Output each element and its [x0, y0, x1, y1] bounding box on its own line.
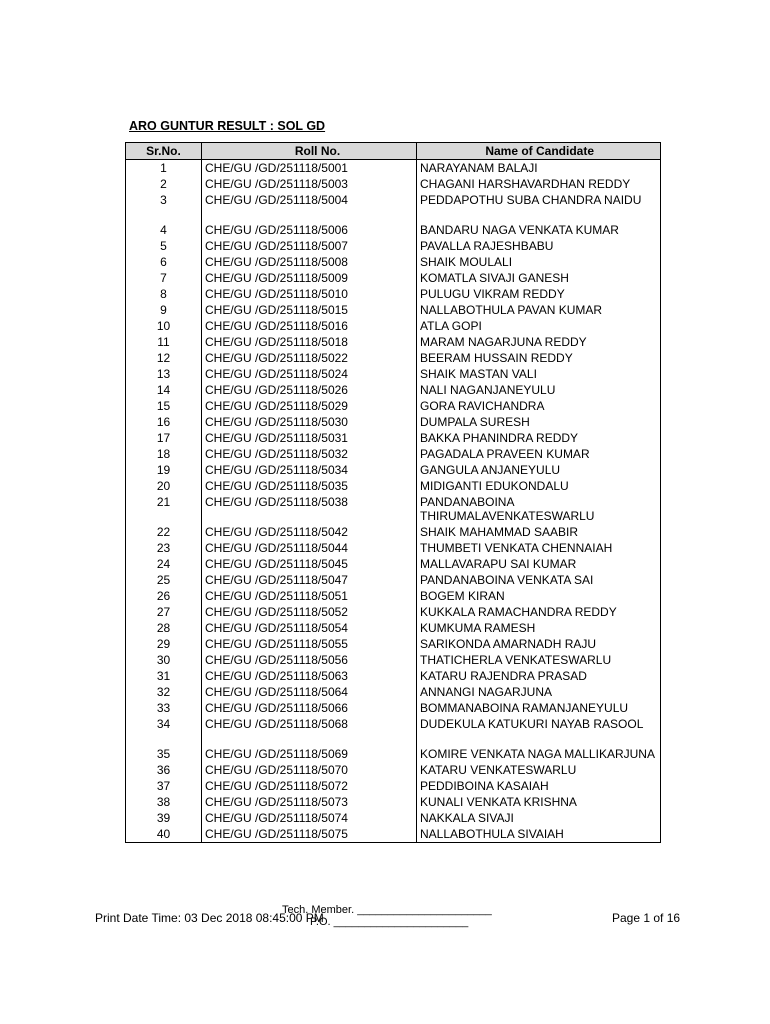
page-title: ARO GUNTUR RESULT : SOL GD: [129, 119, 326, 133]
candidate-name-cell: SHAIK MAHAMMAD SAABIR: [417, 524, 661, 540]
table-row: [126, 746, 661, 762]
candidate-name-cell: BAKKA PHANINDRA REDDY: [417, 430, 661, 446]
candidate-name-cell: PAVALLA RAJESHBABU: [417, 238, 661, 254]
header-sr-no: Sr.No.: [126, 143, 202, 160]
candidate-name-cell: KATARU RAJENDRA PRASAD: [417, 668, 661, 684]
table-row: [126, 286, 661, 302]
candidate-name-cell: SHAIK MOULALI: [417, 254, 661, 270]
roll-no-cell: CHE/GU /GD/251118/5008: [202, 254, 417, 270]
sr-no-cell: 25: [126, 572, 202, 588]
sr-no-cell: 36: [126, 762, 202, 778]
po-signature: P.O. ______________________: [310, 916, 469, 928]
candidate-name-cell: KUMKUMA RAMESH: [417, 620, 661, 636]
sr-no-cell: 15: [126, 398, 202, 414]
candidate-name-cell: THATICHERLA VENKATESWARLU: [417, 652, 661, 668]
table-row: [126, 398, 661, 414]
sr-no-cell: 23: [126, 540, 202, 556]
roll-no-cell: CHE/GU /GD/251118/5006: [202, 222, 417, 238]
sr-no-cell: 33: [126, 700, 202, 716]
candidate-name-cell: ANNANGI NAGARJUNA: [417, 684, 661, 700]
table-row: [126, 192, 661, 222]
roll-no-cell: CHE/GU /GD/251118/5016: [202, 318, 417, 334]
candidate-name-cell: MIDIGANTI EDUKONDALU: [417, 478, 661, 494]
candidate-name-cell: BOMMANABOINA RAMANJANEYULU: [417, 700, 661, 716]
sr-no-cell: 11: [126, 334, 202, 350]
roll-no-cell: CHE/GU /GD/251118/5064: [202, 684, 417, 700]
table-header-row: [126, 143, 661, 160]
sr-no-cell: 32: [126, 684, 202, 700]
sr-no-cell: 3: [126, 192, 202, 222]
roll-no-cell: CHE/GU /GD/251118/5010: [202, 286, 417, 302]
candidate-name-cell: KOMATLA SIVAJI GANESH: [417, 270, 661, 286]
candidate-name-cell: DUDEKULA KATUKURI NAYAB RASOOL: [417, 716, 661, 746]
sr-no-cell: 19: [126, 462, 202, 478]
sr-no-cell: 26: [126, 588, 202, 604]
roll-no-cell: CHE/GU /GD/251118/5068: [202, 716, 417, 746]
candidate-name-cell: NALLABOTHULA SIVAIAH: [417, 826, 661, 843]
sr-no-cell: 34: [126, 716, 202, 746]
roll-no-cell: CHE/GU /GD/251118/5052: [202, 604, 417, 620]
sr-no-cell: 38: [126, 794, 202, 810]
roll-no-cell: CHE/GU /GD/251118/5035: [202, 478, 417, 494]
table-row: [126, 430, 661, 446]
roll-no-cell: CHE/GU /GD/251118/5075: [202, 826, 417, 843]
table-row: [126, 794, 661, 810]
table-row: [126, 160, 661, 177]
candidate-name-cell: CHAGANI HARSHAVARDHAN REDDY: [417, 176, 661, 192]
roll-no-cell: CHE/GU /GD/251118/5022: [202, 350, 417, 366]
sr-no-cell: 35: [126, 746, 202, 762]
candidate-name-cell: DUMPALA SURESH: [417, 414, 661, 430]
sr-no-cell: 8: [126, 286, 202, 302]
table-row: [126, 254, 661, 270]
table-row: [126, 668, 661, 684]
candidate-name-cell: ATLA GOPI: [417, 318, 661, 334]
roll-no-cell: CHE/GU /GD/251118/5001: [202, 160, 417, 177]
roll-no-cell: CHE/GU /GD/251118/5051: [202, 588, 417, 604]
table-row: [126, 540, 661, 556]
candidate-name-cell: BANDARU NAGA VENKATA KUMAR: [417, 222, 661, 238]
page-number: Page 1 of 16: [612, 911, 681, 925]
sr-no-cell: 14: [126, 382, 202, 398]
sr-no-cell: 1: [126, 160, 202, 177]
table-row: [126, 270, 661, 286]
table-row: [126, 446, 661, 462]
candidate-name-cell: PEDDAPOTHU SUBA CHANDRA NAIDU: [417, 192, 661, 222]
table-row: [126, 414, 661, 430]
header-candidate-name: Name of Candidate: [417, 143, 661, 160]
candidate-name-cell: KUNALI VENKATA KRISHNA: [417, 794, 661, 810]
sr-no-cell: 39: [126, 810, 202, 826]
candidate-name-cell: THUMBETI VENKATA CHENNAIAH: [417, 540, 661, 556]
candidate-name-cell: SHAIK MASTAN VALI: [417, 366, 661, 382]
roll-no-cell: CHE/GU /GD/251118/5074: [202, 810, 417, 826]
table-row: [126, 366, 661, 382]
table-row: [126, 556, 661, 572]
table-row: [126, 524, 661, 540]
sr-no-cell: 17: [126, 430, 202, 446]
sr-no-cell: 7: [126, 270, 202, 286]
candidate-name-cell: PEDDIBOINA KASAIAH: [417, 778, 661, 794]
roll-no-cell: CHE/GU /GD/251118/5030: [202, 414, 417, 430]
table-row: [126, 318, 661, 334]
sr-no-cell: 24: [126, 556, 202, 572]
roll-no-cell: CHE/GU /GD/251118/5070: [202, 762, 417, 778]
roll-no-cell: CHE/GU /GD/251118/5038: [202, 494, 417, 524]
table-row: [126, 176, 661, 192]
candidate-name-cell: SARIKONDA AMARNADH RAJU: [417, 636, 661, 652]
sr-no-cell: 10: [126, 318, 202, 334]
sr-no-cell: 18: [126, 446, 202, 462]
candidate-name-cell: KATARU VENKATESWARLU: [417, 762, 661, 778]
candidate-name-cell: NALI NAGANJANEYULU: [417, 382, 661, 398]
candidate-name-cell: KOMIRE VENKATA NAGA MALLIKARJUNA: [417, 746, 661, 762]
roll-no-cell: CHE/GU /GD/251118/5018: [202, 334, 417, 350]
candidate-name-cell: KUKKALA RAMACHANDRA REDDY: [417, 604, 661, 620]
candidate-name-cell: GANGULA ANJANEYULU: [417, 462, 661, 478]
sr-no-cell: 5: [126, 238, 202, 254]
table-row: [126, 222, 661, 238]
roll-no-cell: CHE/GU /GD/251118/5069: [202, 746, 417, 762]
roll-no-cell: CHE/GU /GD/251118/5047: [202, 572, 417, 588]
sr-no-cell: 21: [126, 494, 202, 524]
table-row: [126, 302, 661, 318]
sr-no-cell: 6: [126, 254, 202, 270]
roll-no-cell: CHE/GU /GD/251118/5007: [202, 238, 417, 254]
signature-block: [282, 904, 492, 928]
table-row: [126, 636, 661, 652]
table-row: [126, 684, 661, 700]
roll-no-cell: CHE/GU /GD/251118/5073: [202, 794, 417, 810]
table-row: [126, 350, 661, 366]
table-row: [126, 478, 661, 494]
sr-no-cell: 31: [126, 668, 202, 684]
tech-member-signature: Tech. Member. ______________________: [282, 904, 492, 916]
roll-no-cell: CHE/GU /GD/251118/5015: [202, 302, 417, 318]
table-row: [126, 604, 661, 620]
sr-no-cell: 16: [126, 414, 202, 430]
candidate-name-cell: MARAM NAGARJUNA REDDY: [417, 334, 661, 350]
candidate-name-cell: MALLAVARAPU SAI KUMAR: [417, 556, 661, 572]
roll-no-cell: CHE/GU /GD/251118/5003: [202, 176, 417, 192]
roll-no-cell: CHE/GU /GD/251118/5009: [202, 270, 417, 286]
candidate-name-cell: PAGADALA PRAVEEN KUMAR: [417, 446, 661, 462]
roll-no-cell: CHE/GU /GD/251118/5066: [202, 700, 417, 716]
sr-no-cell: 40: [126, 826, 202, 843]
roll-no-cell: CHE/GU /GD/251118/5072: [202, 778, 417, 794]
sr-no-cell: 2: [126, 176, 202, 192]
sr-no-cell: 22: [126, 524, 202, 540]
roll-no-cell: CHE/GU /GD/251118/5034: [202, 462, 417, 478]
roll-no-cell: CHE/GU /GD/251118/5031: [202, 430, 417, 446]
table-row: [126, 572, 661, 588]
sr-no-cell: 37: [126, 778, 202, 794]
header-roll-no: Roll No.: [202, 143, 417, 160]
roll-no-cell: CHE/GU /GD/251118/5054: [202, 620, 417, 636]
table-row: [126, 238, 661, 254]
table-row: [126, 652, 661, 668]
sr-no-cell: 29: [126, 636, 202, 652]
sr-no-cell: 9: [126, 302, 202, 318]
table-body: [126, 160, 661, 843]
roll-no-cell: CHE/GU /GD/251118/5004: [202, 192, 417, 222]
candidate-name-cell: BEERAM HUSSAIN REDDY: [417, 350, 661, 366]
roll-no-cell: CHE/GU /GD/251118/5024: [202, 366, 417, 382]
table-row: [126, 620, 661, 636]
sr-no-cell: 30: [126, 652, 202, 668]
roll-no-cell: CHE/GU /GD/251118/5063: [202, 668, 417, 684]
sr-no-cell: 4: [126, 222, 202, 238]
candidate-name-cell: BOGEM KIRAN: [417, 588, 661, 604]
table-row: [126, 588, 661, 604]
sr-no-cell: 20: [126, 478, 202, 494]
candidate-name-cell: PANDANABOINA THIRUMALAVENKATESWARLU: [417, 494, 661, 524]
table-row: [126, 716, 661, 746]
sr-no-cell: 12: [126, 350, 202, 366]
table-row: [126, 382, 661, 398]
roll-no-cell: CHE/GU /GD/251118/5044: [202, 540, 417, 556]
sr-no-cell: 27: [126, 604, 202, 620]
sr-no-cell: 28: [126, 620, 202, 636]
roll-no-cell: CHE/GU /GD/251118/5056: [202, 652, 417, 668]
sr-no-cell: 13: [126, 366, 202, 382]
table-row: [126, 762, 661, 778]
candidate-name-cell: NARAYANAM BALAJI: [417, 160, 661, 177]
roll-no-cell: CHE/GU /GD/251118/5042: [202, 524, 417, 540]
candidate-name-cell: NALLABOTHULA PAVAN KUMAR: [417, 302, 661, 318]
roll-no-cell: CHE/GU /GD/251118/5026: [202, 382, 417, 398]
roll-no-cell: CHE/GU /GD/251118/5045: [202, 556, 417, 572]
candidate-name-cell: GORA RAVICHANDRA: [417, 398, 661, 414]
results-table: [125, 142, 661, 843]
table-row: [126, 334, 661, 350]
table-row: [126, 778, 661, 794]
table-row: [126, 810, 661, 826]
table-row: [126, 700, 661, 716]
roll-no-cell: CHE/GU /GD/251118/5029: [202, 398, 417, 414]
table-row: [126, 826, 661, 843]
table-row: [126, 462, 661, 478]
roll-no-cell: CHE/GU /GD/251118/5032: [202, 446, 417, 462]
print-date-time: Print Date Time: 03 Dec 2018 08:45:00 PM: [95, 911, 324, 925]
table-row: [126, 494, 661, 524]
candidate-name-cell: PANDANABOINA VENKATA SAI: [417, 572, 661, 588]
candidate-name-cell: PULUGU VIKRAM REDDY: [417, 286, 661, 302]
roll-no-cell: CHE/GU /GD/251118/5055: [202, 636, 417, 652]
candidate-name-cell: NAKKALA SIVAJI: [417, 810, 661, 826]
